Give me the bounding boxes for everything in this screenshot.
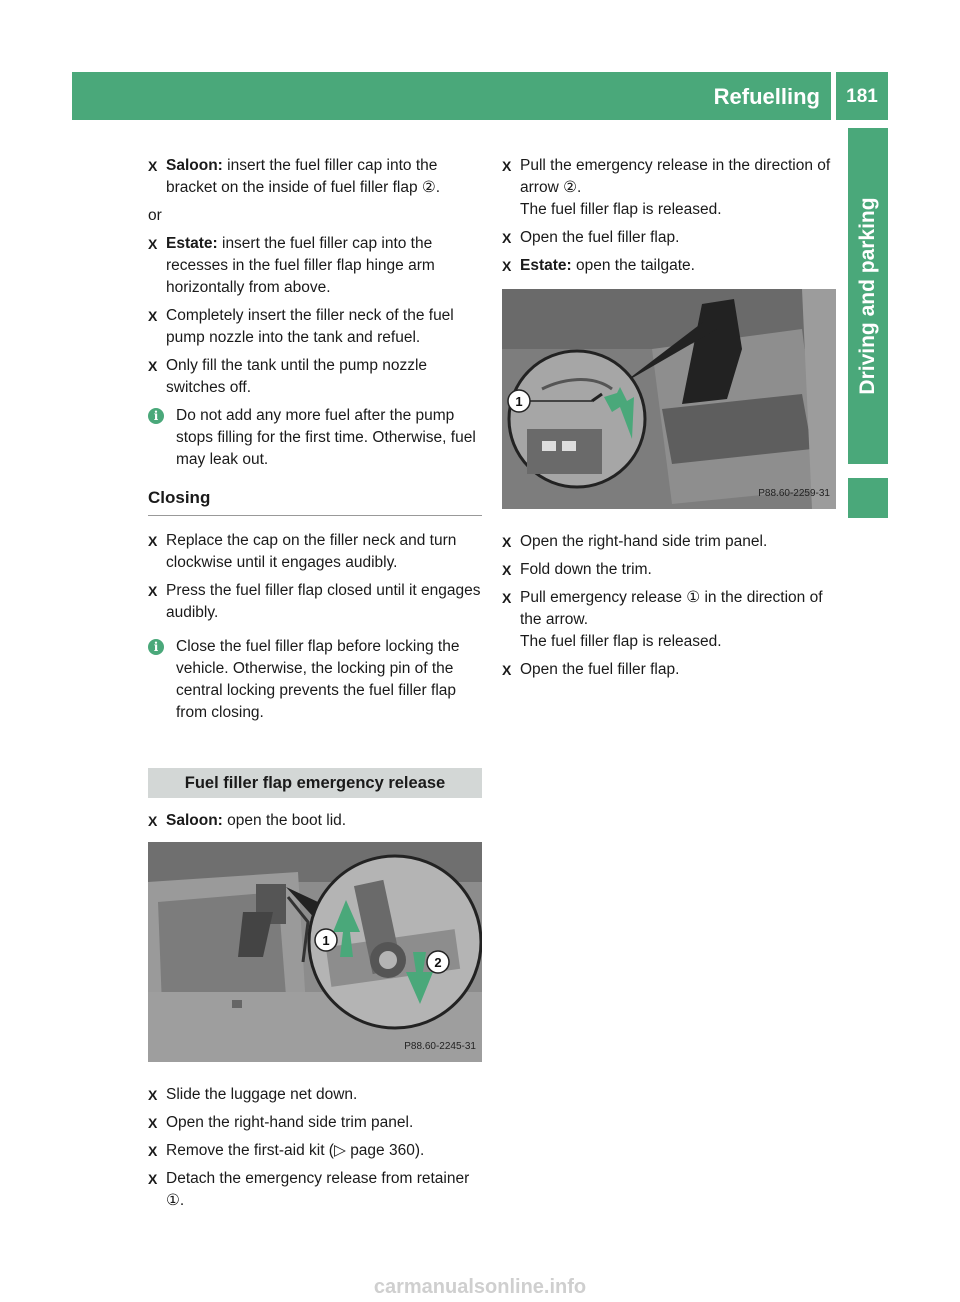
step-open-trim-panel: X Open the right-hand side trim panel. — [502, 531, 836, 553]
step-pull-release: X Pull the emergency release in the direction of arrow ②. The fuel filler flap is released. — [502, 157, 831, 218]
step-arrow-icon: X — [502, 230, 512, 246]
chapter-tab-label: Driving and parking — [856, 197, 879, 395]
step-arrow-icon: X — [148, 533, 158, 549]
step-fold-trim: X Fold down the trim. — [502, 559, 836, 581]
figure-callout-1: 1 — [515, 394, 523, 409]
info-icon: i — [148, 408, 164, 424]
step-arrow-icon: X — [148, 583, 158, 599]
step-detach-release: X Detach the emergency release from retainer ①. — [148, 1170, 470, 1209]
figure-callout-1: 1 — [322, 933, 330, 948]
step-arrow-icon: X — [148, 308, 158, 324]
step-arrow-icon: X — [502, 662, 512, 678]
step-insert-nozzle: X Completely insert the filler neck of the fuel pump nozzle into the tank and refuel. — [148, 307, 454, 346]
step-arrow-icon: X — [148, 1171, 158, 1187]
footer-watermark: carmanualsonline.info — [373, 1276, 587, 1298]
step-close-flap: X Press the fuel filler flap closed until it engages audibly. — [148, 582, 481, 621]
figure-code: P88.60-2245-31 — [404, 1041, 476, 1052]
step-fill-tank: X Only fill the tank until the pump nozzle switches off. — [148, 357, 428, 396]
step-arrow-icon: X — [502, 590, 512, 606]
closing-heading: Closing — [148, 487, 482, 516]
step-arrow-icon: X — [148, 1087, 158, 1103]
step-open-trim: X Open the right-hand side trim panel. — [148, 1112, 482, 1134]
chapter-tab-marker — [848, 478, 888, 518]
section-heading-emergency-release: Fuel filler flap emergency release — [148, 768, 482, 798]
figure-saloon-boot — [148, 842, 482, 1062]
step-open-fuel-flap: X Open the fuel filler flap. — [502, 659, 836, 681]
step-open-boot: X Saloon: open the boot lid. — [148, 810, 482, 832]
step-pull-emergency-release: X Pull emergency release ① in the direction of the arrow. The fuel filler flap is released. — [502, 589, 823, 650]
info-note-overfill: i Do not add any more fuel after the pump stops filling for the first time. Otherwise, fuel may leak out. — [148, 405, 482, 471]
step-saloon-cap: X Saloon: insert the fuel filler cap into the bracket on the inside of fuel filler flap ②. — [148, 157, 441, 196]
section-title: Refuelling — [713, 84, 820, 109]
step-arrow-icon: X — [502, 534, 512, 550]
page-number: 181 — [846, 86, 878, 107]
step-arrow-icon: X — [502, 258, 512, 274]
right-column — [502, 155, 836, 687]
step-arrow-icon: X — [502, 562, 512, 578]
or-text: or — [148, 207, 162, 224]
step-estate-cap: X Estate: insert the fuel filler cap into the recesses in the fuel filler flap hinge arm horizontally from above. — [148, 235, 435, 296]
step-arrow-icon: X — [148, 813, 158, 829]
figure-callout-2: 2 — [434, 955, 442, 970]
left-column — [148, 155, 482, 1218]
step-arrow-icon: X — [148, 358, 158, 374]
step-slide-net: X Slide the luggage net down. — [148, 1084, 482, 1106]
estate-trim-illustration — [502, 289, 836, 509]
step-remove-first-aid: X Remove the first-aid kit (▷ page 360). — [148, 1140, 482, 1162]
figure-estate-trim — [502, 289, 836, 509]
step-arrow-icon: X — [148, 236, 158, 252]
step-arrow-icon: X — [148, 1115, 158, 1131]
step-replace-cap: X Replace the cap on the filler neck and turn clockwise until it engages audibly. — [148, 532, 457, 571]
info-icon: i — [148, 639, 164, 655]
step-arrow-icon: X — [502, 158, 512, 174]
step-open-tailgate: X Estate: open the tailgate. — [502, 255, 836, 277]
info-note-locking: i Close the fuel filler flap before locking the vehicle. Otherwise, the locking pin of the central locking prevents the fuel filler flap from closing. — [148, 636, 482, 724]
figure-code: P88.60-2259-31 — [758, 488, 830, 499]
step-open-flap: X Open the fuel filler flap. — [502, 227, 836, 249]
step-arrow-icon: X — [148, 1143, 158, 1159]
step-arrow-icon: X — [148, 158, 158, 174]
saloon-boot-illustration — [148, 842, 482, 1062]
